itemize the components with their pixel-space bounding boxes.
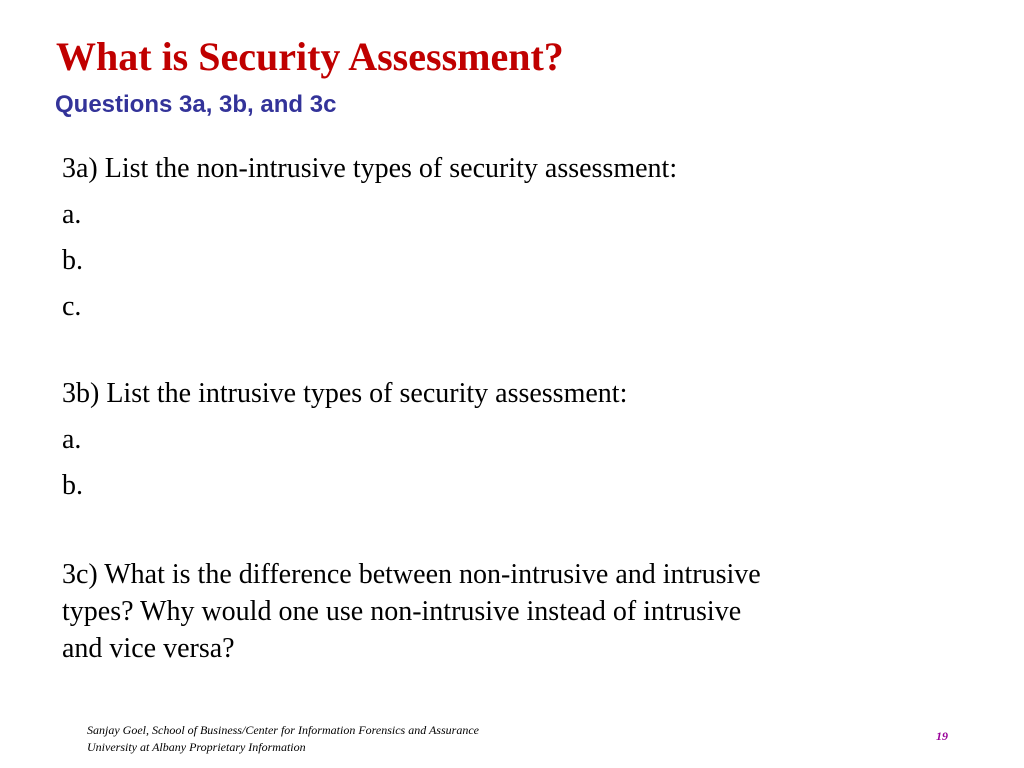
question-3a-item-c: c. [62, 291, 82, 322]
question-3b-item-b: b. [62, 470, 83, 501]
question-3a-prompt: 3a) List the non-intrusive types of security assessment: [62, 153, 678, 184]
footer-proprietary-notice: University at Albany Proprietary Information [87, 740, 306, 754]
question-3c-line-1: 3c) What is the difference between non-intrusive and intrusive [62, 559, 761, 590]
question-3b-prompt: 3b) List the intrusive types of security assessment: [62, 378, 628, 409]
slide-subtitle: Questions 3a, 3b, and 3c [55, 91, 337, 118]
question-3c-line-3: and vice versa? [62, 633, 235, 664]
question-3a-item-b: b. [62, 245, 83, 276]
question-3a-item-a: a. [62, 199, 82, 230]
slide-title: What is Security Assessment? [56, 34, 564, 79]
page-number: 19 [936, 729, 948, 743]
question-3c-line-2: types? Why would one use non-intrusive instead of intrusive [62, 596, 742, 627]
footer-attribution: Sanjay Goel, School of Business/Center for Information Forensics and Assurance [87, 723, 479, 737]
question-3b-item-a: a. [62, 424, 82, 455]
